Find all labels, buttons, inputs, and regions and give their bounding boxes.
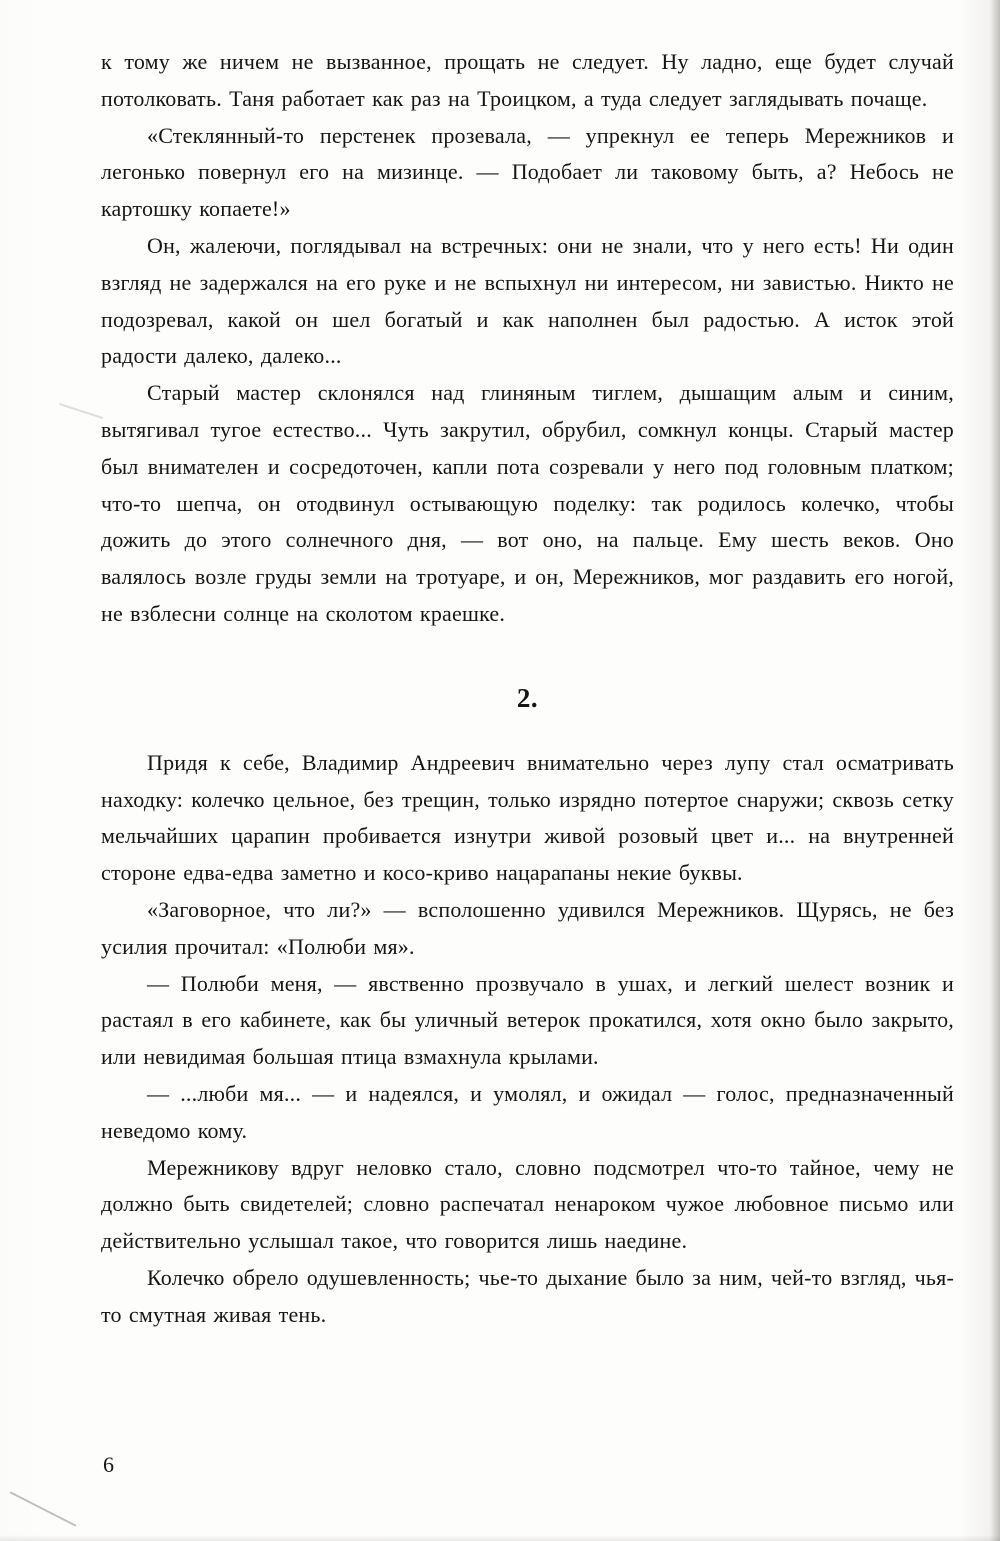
paragraph: Колечко обрело одушевленность; чье-то дыхание было за ним, чей-то взгляд, чья-то смутная живая тень. [101,1264,954,1327]
paragraph: Придя к себе, Владимир Андреевич внимательно через лупу стал осматривать находку: колечко цельное, без трещин, только изрядно потертое снаружи; сквозь сетку мельчайших царапин пробивается изнутри живой розовый цвет и... на внутренней стороне едва-едва заметно и косо-криво нацарапаны некие буквы. [101,749,954,886]
page-number: 6 [103,1452,114,1477]
paragraph: Он, жалеючи, поглядывал на встречных: они не знали, что у него есть! Ни один взгляд не задержался на его руке и не вспыхнул ни интересом, ни завистью. Никто не подозревал, какой он шел богатый и как наполнен был радостью. А исток этой радости далеко, далеко... [101,232,954,369]
paragraph: — Полюби меня, — явственно прозвучало в ушах, и легкий шелест возник и растаял в его кабинете, как бы уличный ветерок прокатился, хотя окно было закрыто, или невидимая большая птица взмахнула крылами. [101,970,954,1070]
paragraph-continuation: к тому же ничем не вызванное, прощать не следует. Ну ладно, еще будет случай потолковать. Таня работает как раз на Троицком, а туда следует заглядывать почаще. [101,49,954,111]
paragraph: «Заговорное, что ли?» — всполошенно удивился Мережников. Щурясь, не без усилия прочитал: «Полюби мя». [101,896,954,959]
paragraph: Старый мастер склонялся над глиняным тиглем, дышащим алым и синим, вытягивал тугое естество... Чуть закрутил, обрубил, сомкнул концы. Старый мастер был внимателен и сосредоточен, капли пота созревали у него под головным платком; что-то шепча, он отодвинул остывающую поделку: так родилось колечко, чтобы дожить до этого солнечного дня, — вот оно, на пальце. Ему шесть веков. Оно валялось возле груды земли на тротуаре, и он, Мережников, мог раздавить его ногой, не взблесни солнце на сколотом краешке. [101,380,954,626]
page-text [101,44,954,1334]
scan-artifact-line [10,1491,77,1526]
scan-edge-shadow-right [990,0,1000,1541]
scan-edge-shadow-bottom [0,1535,1000,1541]
section-heading: 2. [516,682,539,713]
scan-artifact-streak [59,403,103,419]
paragraph: — ...люби мя... — и надеялся, и умолял, и ожидал — голос, предназначенный неведомо кому. [101,1080,954,1143]
paragraph: Мережникову вдруг неловко стало, словно подсмотрел что-то тайное, чему не должно быть свидетелей; словно распечатал ненароком чужое любовное письмо или действительно услышал такое, что говорится лишь наедине. [101,1154,954,1254]
paragraph: «Стеклянный-то перстенек прозевала, — упрекнул ее теперь Мережников и легонько повернул его на мизинце. — Подобает ли таковому быть, а? Небось не картошку копаете!» [101,122,954,222]
